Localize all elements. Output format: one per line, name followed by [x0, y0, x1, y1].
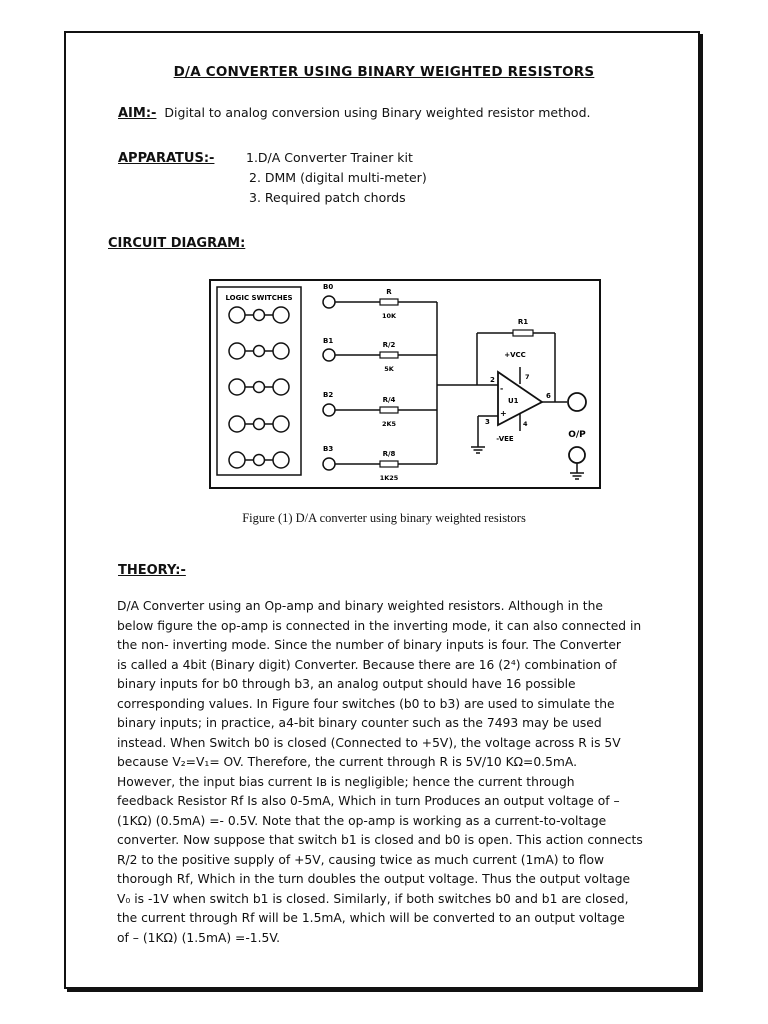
pin-7-label: 7 [525, 373, 530, 381]
theory-line: is called a 4bit (Binary digit) Converter. Because there are 16 (2⁴) combination of [117, 657, 617, 672]
aim-line [118, 105, 590, 121]
theory-line: (1KΩ) (0.5mA) =- 0.5V. Note that the op-amp is working as a current-to-voltage [117, 813, 607, 828]
theory-line: the non- inverting mode. Since the number of binary inputs is four. The Converter [117, 638, 621, 652]
ground-terminal [569, 447, 585, 463]
apparatus-line [118, 150, 214, 166]
theory-line: corresponding values. In Figure four switches (b0 to b3) are used to simulate the [117, 696, 615, 711]
logic-switches-label: LOGIC SWITCHES [225, 294, 293, 302]
document-title: D/A CONVERTER USING BINARY WEIGHTED RESISTORS [173, 64, 595, 80]
theory-line: converter. Now suppose that switch b1 is closed and b0 is open. This action connects [117, 833, 643, 847]
output-label: O/P [568, 430, 586, 440]
opamp-label: U1 [508, 397, 519, 405]
pin-2-label: 2 [490, 376, 495, 384]
theory-line: instead. When Switch b0 is closed (Connected to +5V), the voltage across R is 5V [117, 735, 621, 750]
svg-text:5K: 5K [384, 365, 394, 373]
theory-line: thorough Rf, Which in the turn doubles the output voltage. Thus the output voltage [117, 872, 631, 886]
apparatus-item-3: 3. Required patch chords [249, 190, 406, 205]
theory-line: the current through Rf will be 1.5mA, which will be converted to an output voltage [117, 911, 625, 925]
theory-line: of – (1KΩ) (1.5mA) =-1.5V. [117, 930, 281, 945]
apparatus-item-1: 1.D/A Converter Trainer kit [246, 150, 413, 165]
svg-text:R: R [386, 288, 392, 296]
vcc-label: +VCC [504, 351, 526, 359]
svg-text:R/8: R/8 [382, 450, 396, 458]
apparatus-label: APPARATUS:- [118, 151, 215, 166]
theory-line: binary inputs; in practice, a4-bit binary counter such as the 7493 may be used [117, 716, 602, 730]
feedback-resistor [513, 330, 533, 336]
svg-text:R/2: R/2 [382, 341, 396, 349]
svg-text:R/4: R/4 [382, 396, 396, 404]
figure-caption: Figure (1) D/A converter using binary weighted resistors [242, 511, 526, 525]
theory-line: feedback Resistor Rf Is also 0-5mA, Which in turn Produces an output voltage of – [117, 794, 620, 808]
apparatus-item-2: 2. DMM (digital multi-meter) [249, 170, 427, 185]
pin-6-label: 6 [546, 392, 551, 400]
diagram-border [210, 280, 600, 488]
theory-line: V₀ is -1V when switch b1 is closed. Similarly, if both switches b0 and b1 are closed, [117, 891, 629, 906]
noninverting-sign: + [500, 409, 507, 418]
svg-text:1K25: 1K25 [379, 474, 399, 482]
aim-label: AIM:- [118, 106, 157, 121]
output-terminal [568, 393, 586, 411]
pin-4-label: 4 [523, 420, 528, 428]
svg-text:B1: B1 [323, 337, 334, 345]
feedback-resistor-label: R1 [517, 318, 529, 326]
circuit-heading: CIRCUIT DIAGRAM: [108, 236, 246, 251]
theory-line: binary inputs for b0 through b3, an analog output should have 16 possible [117, 677, 576, 691]
pin-3-label: 3 [485, 418, 490, 426]
svg-text:B2: B2 [323, 391, 334, 399]
theory-line: R/2 to the positive supply of +5V, causing twice as much current (1mA) to flow [117, 852, 605, 867]
circuit-diagram [205, 275, 605, 495]
theory-line: However, the input bias current Iʙ is negligible; hence the current through [117, 774, 575, 789]
inverting-sign: - [500, 384, 504, 393]
theory-line: because V₂=V₁= OV. Therefore, the current through R is 5V/10 KΩ=0.5mA. [117, 755, 577, 769]
theory-line: D/A Converter using an Op-amp and binary weighted resistors. Although in the [117, 599, 603, 613]
theory-line: below figure the op-amp is connected in the inverting mode, it can also connected in [117, 618, 642, 633]
svg-text:2K5: 2K5 [381, 420, 397, 428]
theory-heading: THEORY:- [118, 563, 186, 578]
svg-text:B0: B0 [323, 283, 334, 291]
theory-paragraph [117, 597, 657, 948]
svg-text:B3: B3 [323, 445, 334, 453]
vee-label: -VEE [496, 435, 514, 443]
aim-text: Digital to analog conversion using Binary weighted resistor method. [164, 105, 591, 120]
svg-text:10K: 10K [381, 312, 397, 320]
